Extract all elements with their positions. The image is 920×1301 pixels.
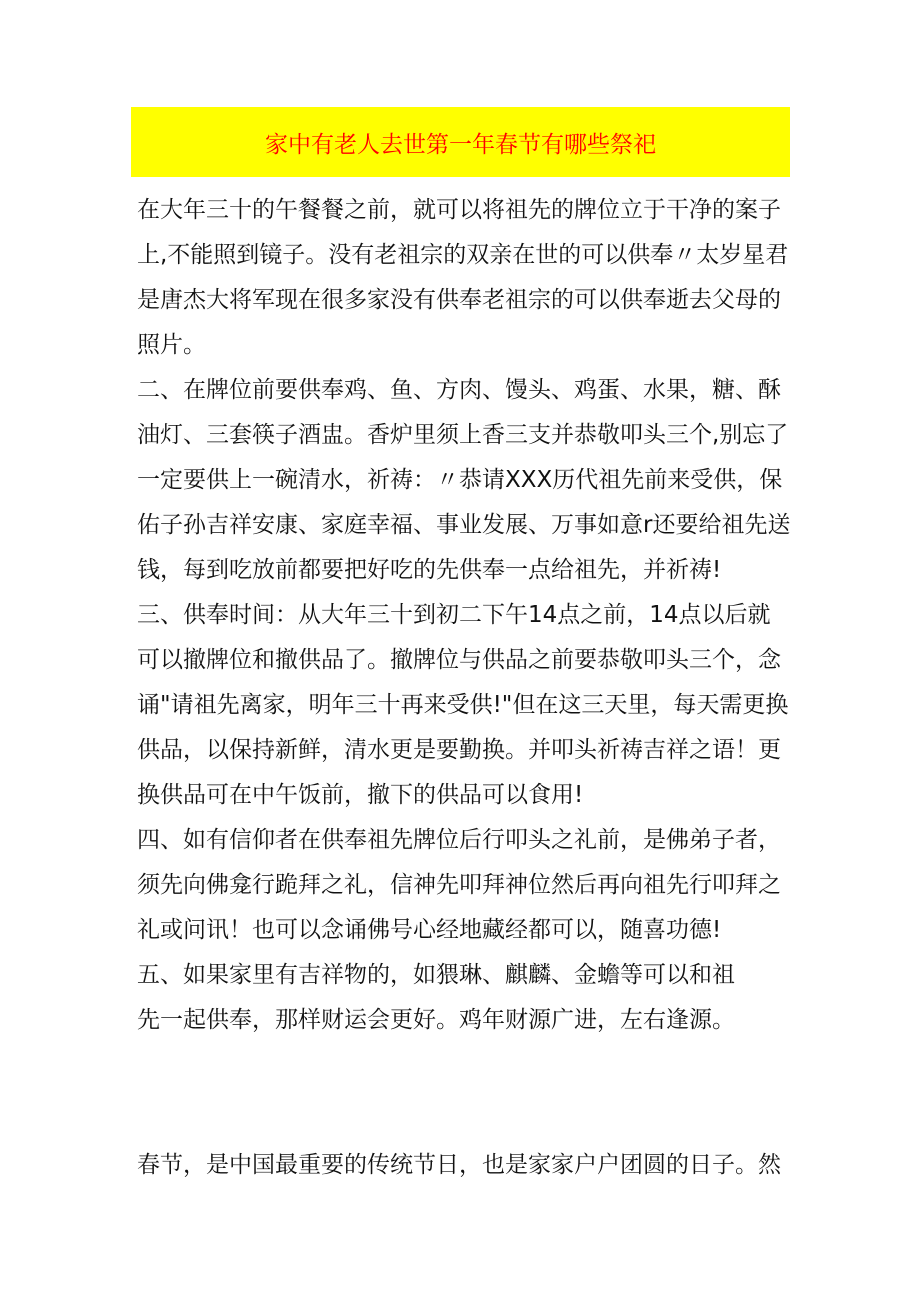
body-line: 佑子孙吉祥安康、家庭幸福、事业发展、万事如意r还要给祖先送 — [137, 512, 791, 538]
body-line: 先一起供奉，那样财运会更好。鸡年财源广进，左右逢源。 — [137, 1007, 735, 1033]
body-line: 供品，以保持新鲜，清水更是要勤换。并叩头祈祷吉祥之语！更 — [137, 737, 781, 763]
body-line: 上,不能照到镜子。没有老祖宗的双亲在世的可以供奉〃太岁星君 — [137, 242, 789, 268]
body-line: 二、在牌位前要供奉鸡、鱼、方肉、馒头、鸡蛋、水果，糖、酥 — [137, 377, 781, 403]
body-line: 五、如果家里有吉祥物的，如猥琳、麒麟、金蟾等可以和祖 — [137, 962, 735, 988]
body-line: 钱，每到吃放前都要把好吃的先供奉一点给祖先，并祈祷! — [137, 557, 722, 583]
body-line: 换供品可在中午饭前，撤下的供品可以食用! — [137, 782, 584, 808]
body-line: 是唐杰大将军现在很多家没有供奉老祖宗的可以供奉逝去父母的 — [137, 287, 781, 313]
body-line: 诵"请祖先离家，明年三十再来受供!"但在这三天里，每天需更换 — [137, 692, 789, 718]
article-body — [137, 188, 797, 1043]
body-line: 可以撤牌位和撤供品了。撤牌位与供品之前要恭敬叩头三个，念 — [137, 647, 781, 673]
body-line: 四、如有信仰者在供奉祖先牌位后行叩头之礼前，是佛弟子者， — [137, 827, 781, 853]
body-line: 油灯、三套筷子酒盅。香炉里须上香三支并恭敬叩头三个,别忘了 — [137, 422, 789, 448]
body-line: 须先向佛龛行跪拜之礼，信神先叩拜神位然后再向祖先行叩拜之 — [137, 872, 781, 898]
next-section-body — [137, 1143, 797, 1188]
body-line: 春节，是中国最重要的传统节日，也是家家户户团圆的日子。然 — [137, 1152, 781, 1178]
title-banner — [131, 107, 790, 177]
body-line: 礼或问讯！也可以念诵佛号心经地藏经都可以，随喜功德! — [137, 917, 722, 943]
body-line: 在大年三十的午餐餐之前，就可以将祖先的牌位立于干净的案子 — [137, 197, 781, 223]
body-line: 三、供奉时间：从大年三十到初二下午14点之前，14点以后就 — [137, 602, 771, 628]
document-title: 家中有老人去世第一年春节有哪些祭祀 — [265, 131, 656, 158]
body-line: 一定要供上一碗清水，祈祷：〃恭请XXX历代祖先前来受供，保 — [137, 467, 783, 493]
body-line: 照片。 — [137, 332, 206, 358]
